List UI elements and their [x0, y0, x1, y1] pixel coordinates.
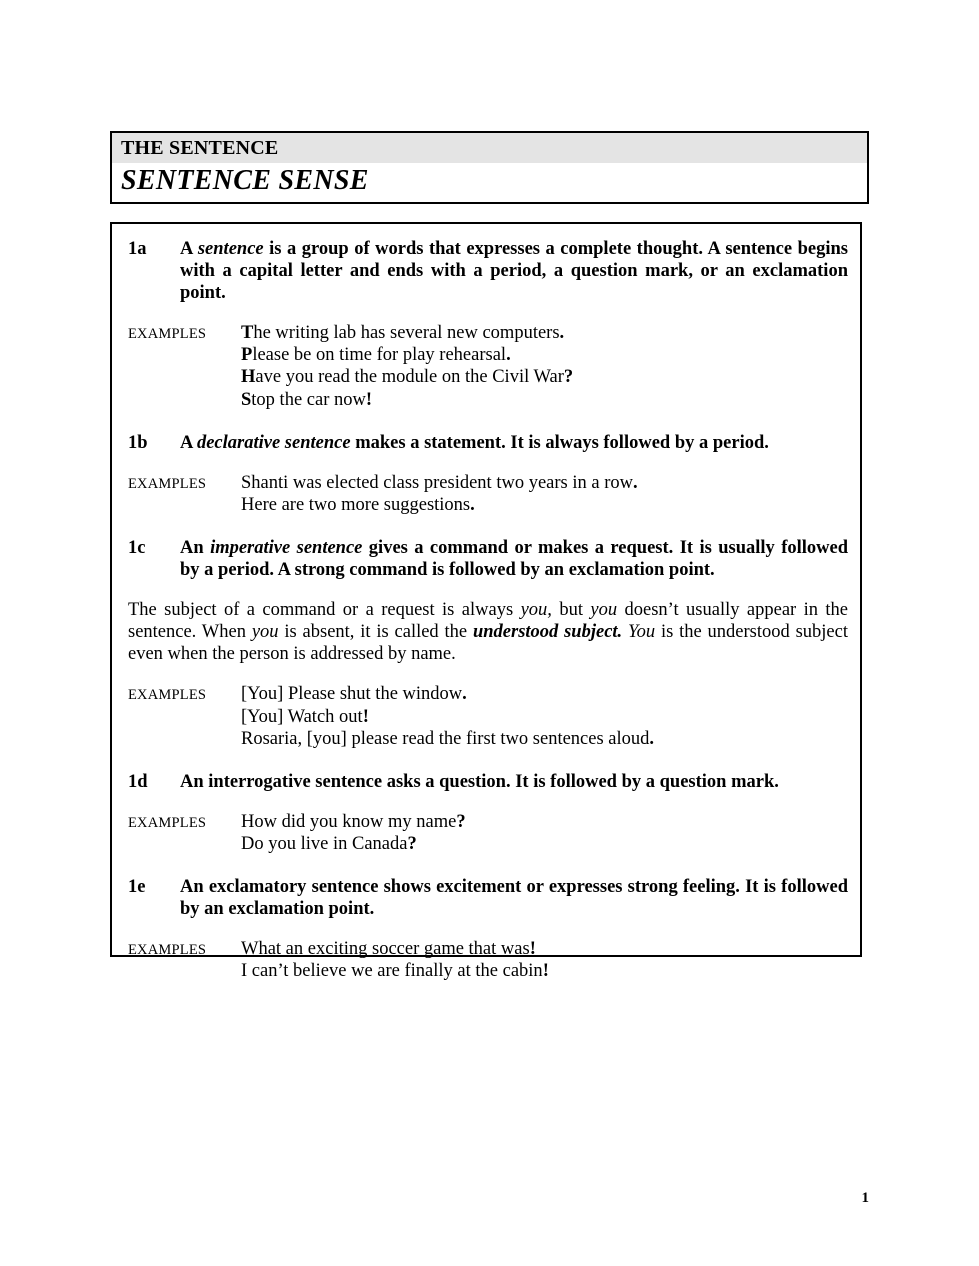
- rule-1d: [128, 771, 850, 793]
- rule-1c-before: An: [180, 537, 211, 558]
- spacer: [128, 750, 850, 771]
- example-item: [241, 938, 850, 960]
- spacer: [128, 516, 850, 537]
- rule-1c-after: gives a command or makes a request. It is usually followed by a period. A strong command is followed by an exclamation point.: [180, 537, 848, 581]
- para-seg3: doesn’t usually appear in the sentence. When: [128, 600, 849, 643]
- rule-1c-term: imperative sentence: [210, 537, 363, 558]
- para-italic-you-3: you: [251, 622, 279, 643]
- spacer: [128, 855, 850, 876]
- rule-1e: [128, 876, 850, 920]
- example-body: lease be on time for play rehearsal: [252, 345, 507, 366]
- example-punct: ?: [407, 833, 417, 854]
- page-number: 1: [861, 1190, 869, 1206]
- example-body: ave you read the module on the Civil War: [255, 367, 564, 388]
- example-body: Rosaria, [you] please read the first two sentences aloud: [241, 728, 650, 749]
- example-initial: H: [241, 367, 256, 388]
- para-seg1: The subject of a command or a request is always: [128, 600, 521, 621]
- example-item: [241, 706, 850, 728]
- spacer: [128, 304, 850, 322]
- example-punct: !: [529, 939, 536, 960]
- rule-number-1e: 1e: [128, 876, 146, 897]
- rule-1a-after: is a group of words that expresses a complete thought. A sentence begins with a capital letter and ends with a period, a question mark, or an exclamation point.: [180, 239, 848, 304]
- example-body: he writing lab has several new computers: [253, 323, 560, 344]
- rule-1b-after: makes a statement. It is always followed by a period.: [350, 432, 769, 453]
- para-understood-subject: understood subject.: [472, 622, 623, 643]
- example-punct: ?: [456, 811, 466, 832]
- para-seg2: but: [551, 600, 591, 621]
- example-item: [241, 322, 850, 344]
- rule-1c: [128, 537, 850, 581]
- example-body: [You] Watch out: [241, 706, 363, 727]
- rule-number-1b: 1b: [128, 432, 148, 453]
- spacer: [128, 920, 850, 938]
- rule-number-1d: 1d: [128, 771, 148, 792]
- example-item: [241, 366, 850, 388]
- example-body: Here are two more suggestions: [241, 494, 471, 515]
- rule-text-1a: [180, 238, 850, 304]
- examples-label: EXAMPLES: [128, 475, 207, 492]
- rule-text-1b: [180, 432, 850, 454]
- example-body: I can’t believe we are finally at the cabin: [241, 961, 543, 982]
- spacer: [128, 665, 850, 683]
- example-item: [241, 344, 850, 366]
- examples-1e: [128, 938, 850, 982]
- header-box: [110, 131, 869, 204]
- explanatory-paragraph: [128, 599, 850, 665]
- examples-1d: [128, 811, 850, 855]
- rule-text-1e: [180, 876, 850, 920]
- rule-1a-before: A: [180, 239, 198, 259]
- example-item: [241, 683, 850, 705]
- example-item: [241, 389, 850, 411]
- rule-1d-after: An interrogative sentence asks a question. It is followed by a question mark.: [180, 771, 779, 792]
- examples-list-1b: [241, 472, 850, 516]
- example-initial: S: [241, 389, 252, 410]
- spacer: [128, 411, 850, 432]
- example-body: Do you live in Canada: [241, 833, 408, 854]
- example-body: top the car now: [251, 389, 366, 410]
- example-item: [241, 833, 850, 855]
- example-item: [241, 472, 850, 494]
- example-initial: P: [241, 345, 253, 366]
- examples-list-1d: [241, 811, 850, 855]
- header-band: [112, 133, 867, 163]
- example-body: Shanti was elected class president two years in a row: [241, 472, 633, 493]
- examples-1a: [128, 322, 850, 410]
- para-seg6: is the understood subject even when the person is addressed by name.: [128, 622, 848, 665]
- para-seg4: is absent, it is called the: [278, 622, 473, 643]
- example-punct: .: [559, 323, 565, 344]
- rule-text-1c: [180, 537, 850, 581]
- example-item: [241, 811, 850, 833]
- examples-label: EXAMPLES: [128, 687, 207, 704]
- rule-number-1c: 1c: [128, 537, 146, 558]
- examples-1b: [128, 472, 850, 516]
- rule-1a-term: sentence: [197, 239, 264, 259]
- example-punct: .: [506, 345, 511, 366]
- example-item: [241, 960, 850, 982]
- examples-list-1a: [241, 322, 850, 410]
- example-punct: !: [362, 706, 369, 727]
- example-punct: ?: [563, 367, 574, 388]
- examples-1c: [128, 683, 850, 749]
- spacer: [128, 454, 850, 472]
- example-punct: .: [632, 472, 638, 493]
- example-initial: T: [241, 323, 254, 344]
- rule-1b: [128, 432, 850, 454]
- example-item: [241, 728, 850, 750]
- examples-label: EXAMPLES: [128, 814, 207, 831]
- example-punct: .: [462, 684, 467, 705]
- content-box: [110, 222, 862, 982]
- examples-list-1c: [241, 683, 850, 749]
- example-punct: !: [365, 389, 373, 410]
- rule-1b-before: A: [180, 432, 197, 453]
- example-punct: !: [542, 961, 549, 982]
- rule-text-1d: [180, 771, 850, 793]
- spacer: [128, 581, 850, 599]
- para-italic-you-1: you,: [520, 600, 552, 621]
- para-italic-you-2: you: [590, 600, 618, 621]
- para-italic-you-4: You: [628, 622, 656, 643]
- spacer: [128, 793, 850, 811]
- example-body: How did you know my name: [241, 811, 457, 832]
- example-body: [You] Please shut the window: [241, 684, 463, 705]
- header-kicker: THE SENTENCE: [121, 137, 279, 159]
- example-punct: .: [649, 728, 655, 749]
- content-inner: [112, 224, 860, 982]
- rule-1e-after: An exclamatory sentence shows excitement or expresses strong feeling. It is followed by an exclamation point.: [180, 876, 848, 920]
- example-punct: .: [470, 494, 475, 515]
- page-title: SENTENCE SENSE: [121, 165, 369, 196]
- rule-1a: [128, 238, 850, 304]
- example-item: [241, 494, 850, 516]
- header-title-row: [112, 163, 867, 202]
- example-body: What an exciting soccer game that was: [241, 939, 530, 960]
- examples-list-1e: [241, 938, 850, 982]
- examples-label: EXAMPLES: [128, 326, 207, 343]
- rule-number-1a: 1a: [128, 239, 147, 259]
- examples-label: EXAMPLES: [128, 942, 207, 959]
- rule-1b-term: declarative sentence: [196, 432, 351, 453]
